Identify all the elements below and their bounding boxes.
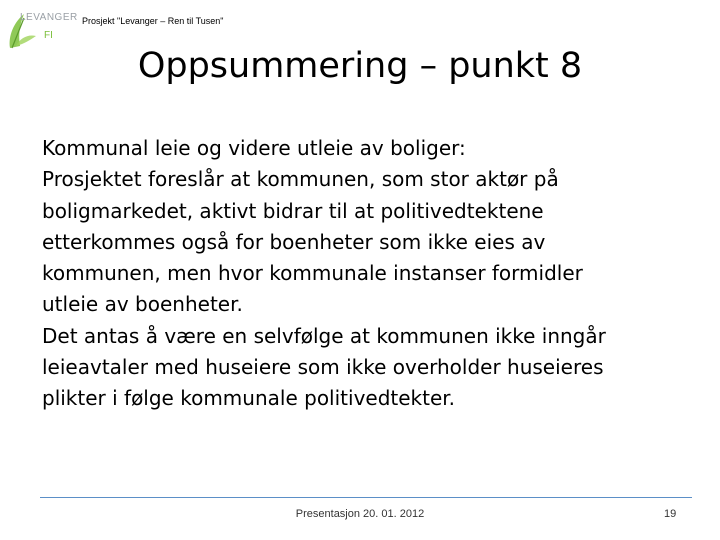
body-line: Kommunal leie og videre utleie av boliger: [42, 136, 466, 160]
logo-subtext: FI [44, 30, 53, 41]
logo-text: LEVANGER [20, 12, 78, 23]
header-note: Prosjekt "Levanger – Ren til Tusen" [82, 16, 224, 26]
body-line: plikter i følge kommunale politivedtekter. [42, 386, 456, 411]
footer-date: Presentasjon 20. 01. 2012 [295, 508, 425, 520]
body-line: kommunen, men hvor kommunale instanser formidler [42, 261, 583, 286]
levanger-logo [6, 10, 78, 50]
body-line: Det antas å være en selvfølge at kommunen ikke inngår [42, 323, 606, 348]
body-line: etterkommes også for boenheter som ikke eies av [42, 229, 546, 254]
body-line: leieavtaler med huseiere som ikke overholder huseieres [42, 355, 604, 380]
slide-title: Oppsummering – punkt 8 [137, 46, 583, 86]
body-line: Prosjektet foreslår at kommunen, som stor aktør på [42, 167, 559, 192]
footer-divider [40, 497, 692, 498]
slide-body [42, 133, 682, 415]
page-number: 19 [664, 508, 677, 520]
body-line: utleie av boenheter. [42, 292, 243, 317]
body-line: boligmarkedet, aktivt bidrar til at politivedtektene [42, 198, 544, 223]
